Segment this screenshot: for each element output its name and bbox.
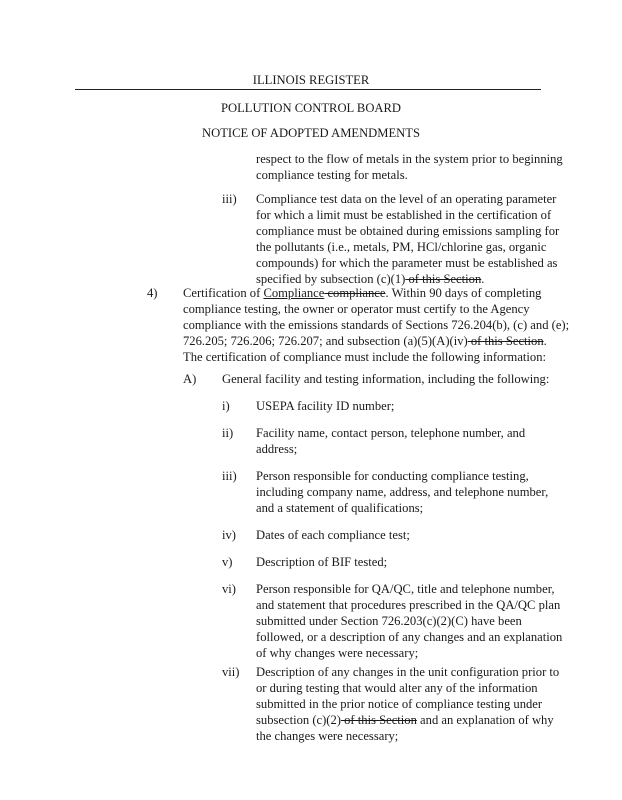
continuation-paragraph xyxy=(256,151,563,183)
text-line: and a statement of qualifications; xyxy=(256,501,424,515)
section-4-paragraph xyxy=(183,285,569,365)
text-line: and statement that procedures prescribed in the QA/QC plan xyxy=(256,598,561,612)
text-line xyxy=(256,712,559,728)
text: 726.205; 726.206; 726.207; and subsection (a)(5)(A)(iv) xyxy=(183,334,468,348)
list-item xyxy=(256,398,394,414)
text: . Within 90 days of completing xyxy=(385,286,542,300)
text-line: compounds) for which the parameter must be established as xyxy=(256,256,558,270)
text-line: Compliance test data on the level of an operating parameter xyxy=(256,192,557,206)
item-label: ii) xyxy=(222,426,234,440)
text-line: compliance testing, the owner or operator must certify to the Agency xyxy=(183,302,530,316)
text-line: the changes were necessary; xyxy=(256,729,399,743)
text-line xyxy=(183,333,569,349)
item-label: v) xyxy=(222,555,233,569)
text-line: address; xyxy=(256,442,298,456)
text: specified by subsection (c)(1) xyxy=(256,272,406,286)
text-line: USEPA facility ID number; xyxy=(256,399,395,413)
text-line: compliance must be obtained during emissions sampling for xyxy=(256,224,560,238)
inserted-text: Compliance xyxy=(263,286,325,300)
list-item xyxy=(256,527,410,543)
item-label: iv) xyxy=(222,528,236,542)
list-item xyxy=(256,425,525,457)
deleted-text: of this Section xyxy=(467,334,544,348)
list-item xyxy=(256,581,562,661)
section-label: 4) xyxy=(147,286,158,300)
deleted-text: of this Section xyxy=(405,272,482,286)
register-title: ILLINOIS REGISTER xyxy=(252,73,370,87)
text-line: Description of any changes in the unit configuration prior to xyxy=(256,665,560,679)
text-line: submitted under Section 726.203(c)(2)(C) have been xyxy=(256,614,522,628)
item-vii-paragraph xyxy=(256,664,559,744)
text-line: The certification of compliance must include the following information: xyxy=(183,350,547,364)
text-line: Person responsible for QA/QC, title and telephone number, xyxy=(256,582,555,596)
text-line: including company name, address, and telephone number, xyxy=(256,485,549,499)
text-line: Description of BIF tested; xyxy=(256,555,388,569)
text-line: compliance testing for metals. xyxy=(256,168,408,182)
text: Certification of xyxy=(183,286,264,300)
text-line: followed, or a description of any changes and an explanation xyxy=(256,630,563,644)
text-line: Dates of each compliance test; xyxy=(256,528,410,542)
item-label: iii) xyxy=(222,192,237,206)
notice-title: NOTICE OF ADOPTED AMENDMENTS xyxy=(202,126,420,140)
text: subsection (c)(2) xyxy=(256,713,341,727)
item-label: vi) xyxy=(222,582,236,596)
text-line: Person responsible for conducting compliance testing, xyxy=(256,469,529,483)
text: and an explanation of why xyxy=(416,713,554,727)
deleted-text: compliance xyxy=(324,286,386,300)
list-item xyxy=(256,468,548,516)
list-item xyxy=(256,554,387,570)
deleted-text: of this Section xyxy=(340,713,417,727)
text-line: of why changes were necessary; xyxy=(256,646,419,660)
subsection-label: A) xyxy=(183,372,197,386)
header-rule xyxy=(75,89,541,90)
item-label: i) xyxy=(222,399,230,413)
text-line: respect to the flow of metals in the system prior to beginning xyxy=(256,152,563,166)
text-line: or during testing that would alter any of the information xyxy=(256,681,538,695)
text-line: compliance with the emissions standards of Sections 726.204(b), (c) and (e); xyxy=(183,318,570,332)
board-name: POLLUTION CONTROL BOARD xyxy=(220,101,402,115)
text: . xyxy=(481,272,485,286)
text-line: Facility name, contact person, telephone number, and xyxy=(256,426,526,440)
item-iii-paragraph xyxy=(256,191,559,287)
text: . xyxy=(543,334,547,348)
text-line xyxy=(183,285,569,301)
item-label: vii) xyxy=(222,665,240,679)
item-label: iii) xyxy=(222,469,237,483)
text-line: for which a limit must be established in the certification of xyxy=(256,208,552,222)
text-line: the pollutants (i.e., metals, PM, HCl/chlorine gas, organic xyxy=(256,240,547,254)
subsection-a-text: General facility and testing information, including the following: xyxy=(222,372,550,386)
text-line: submitted in the prior notice of compliance testing under xyxy=(256,697,543,711)
